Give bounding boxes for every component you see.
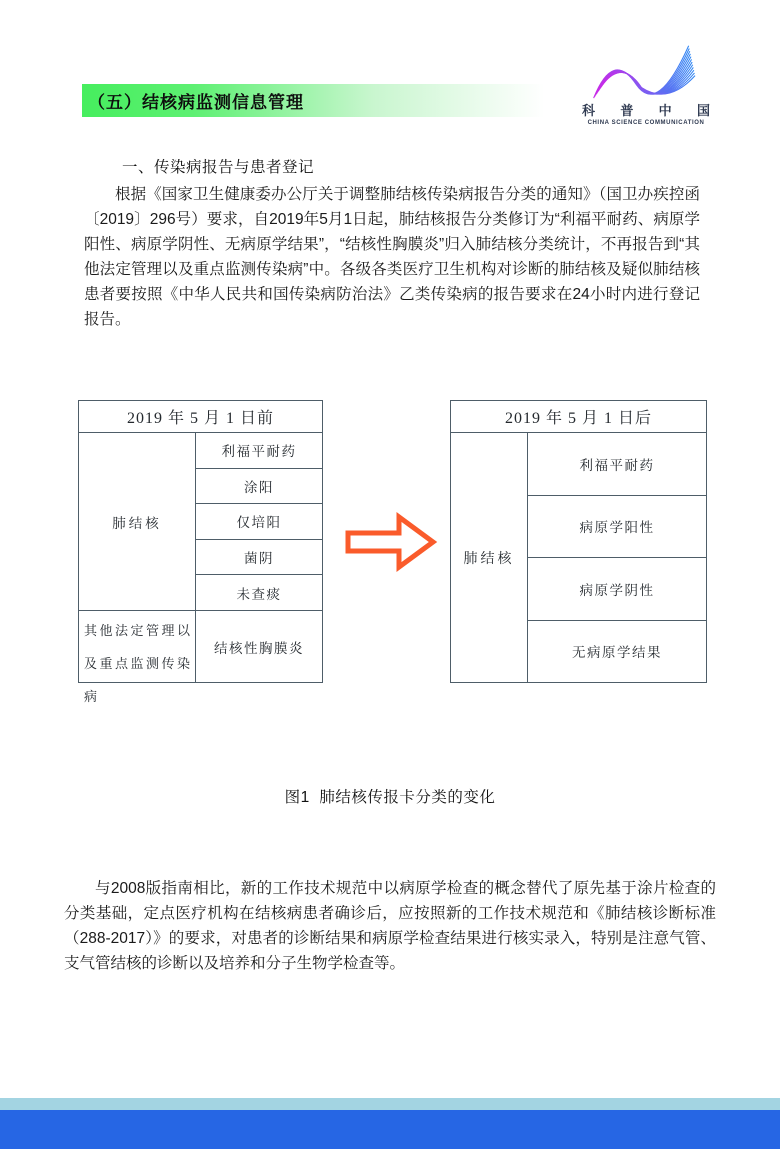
logo-cn-char: 中 [658,103,672,118]
table-before-group2-label: 其他法定管理以及重点监测传染病 [79,611,196,682]
table-before-group2-item: 结核性胸膜炎 [214,640,304,656]
paragraph-standards: 与2008版指南相比，新的工作技术规范中以病原学检查的概念替代了原先基于涂片检查的分类基础，定点医疗机构在结核病患者确诊后，应按照新的工作技术规范和《肺结核诊断标准（288-2017）》的要求，对患者的诊断结果和病原学检查结果进行核实录入，特别是注意气管、支气管结核的诊断以及培养和分子生物学检查等。 [64,880,716,972]
logo-cn-char: 普 [620,103,634,118]
table-after [450,400,707,683]
paragraph-report: 根据《国家卫生健康委办公厅关于调整肺结核传染病报告分类的通知》（国卫办疾控函〔2019〕296号）要求，自2019年5月1日起，肺结核报告分类修订为“利福平耐药、病原学阳性、病原学阴性、无病原学结果”，“结核性胸膜炎”归入肺结核分类统计，不再报告到“其他法定管理以及重点监测传染病”中。各级各类医疗卫生机构对诊断的肺结核及疑似肺结核患者要按照《中华人民共和国传染病防治法》乙类传染病的报告要求在24小时内进行登记报告。 [84,186,700,328]
section-title-bar [82,84,585,117]
table-after-item: 利福平耐药 [528,433,706,496]
table-before-item: 仅培阳 [196,504,322,540]
table-before-header: 2019 年 5 月 1 日前 [79,401,322,433]
arrow-right-icon [344,512,438,577]
figure-caption: 图1 肺结核传报卡分类的变化 [284,789,496,806]
table-after-item: 病原学阳性 [528,496,706,559]
table-before [78,400,323,704]
table-after-group1-label: 肺结核 [451,433,528,682]
table-before-item: 未查痰 [236,586,282,602]
footer-strip-light [0,1098,780,1110]
table-after-header: 2019 年 5 月 1 日后 [451,401,706,433]
logo-wave-icon [578,38,714,102]
brand-logo [578,38,714,126]
table-before-item: 涂阳 [196,469,322,505]
table-before-item: 利福平耐药 [196,433,322,469]
logo-cn-text [582,104,710,118]
footer-bar-blue [0,1110,780,1149]
table-after-item: 无病原学结果 [572,645,662,661]
table-before-group1-label: 肺结核 [79,433,196,610]
logo-cn-char: 科 [582,103,596,118]
subsection-heading: 一、传染病报告与患者登记 [122,159,315,176]
logo-cn-char: 国 [696,103,710,118]
section-title: （五）结核病监测信息管理 [88,93,304,112]
table-after-item: 病原学阴性 [528,558,706,621]
logo-en-text: CHINA SCIENCE COMMUNICATION [587,120,705,126]
table-before-item: 菌阴 [196,540,322,576]
